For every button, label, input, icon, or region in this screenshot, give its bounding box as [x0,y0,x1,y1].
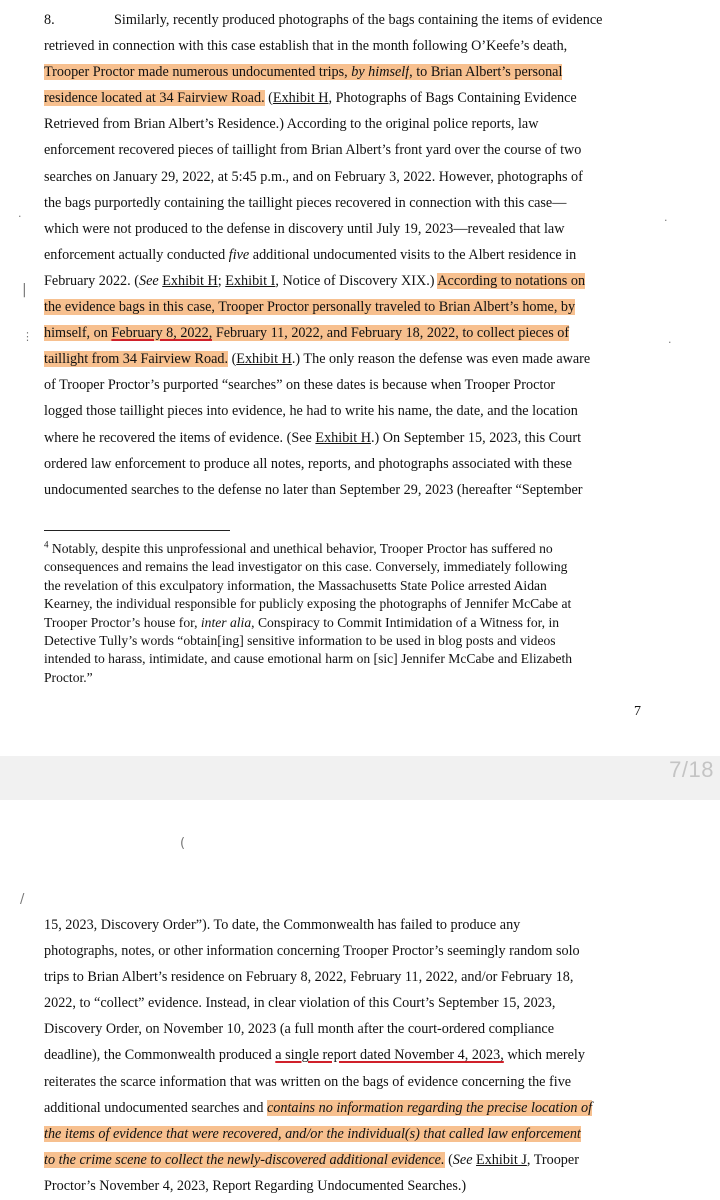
page-gap [0,756,720,800]
exhibit-reference: Exhibit I [225,272,276,289]
footnote-marker: 4 [44,539,49,550]
exhibit-reference: Exhibit H [162,272,218,289]
text-run: ( [264,90,273,107]
highlighted-text: himself, on [44,325,112,342]
exhibit-reference: Exhibit J [476,1151,527,1168]
text-run: additional undocumented searches and [44,1099,267,1116]
text-run: deadline), the Commonwealth produced [44,1047,276,1064]
text-line [44,398,656,424]
text-run: .) On September 15, 2023, this Court [370,429,582,446]
text-run: Proctor.” [44,669,93,685]
text-run: February 2022. ( [44,272,139,289]
text-line [44,294,656,320]
text-run: .) The only reason the defense was even made aware [291,351,591,368]
text-line [44,59,656,85]
paragraph-number: 8. [44,12,55,28]
text-line [44,111,656,137]
text-run: Similarly, recently produced photographs of the bags containing the items of evidence [114,12,603,28]
text-line [44,164,656,190]
text-line [44,990,656,1016]
highlighted-text: the evidence bags in this case, Trooper Proctor personally traveled to Brian Albert’s home, by [44,299,576,316]
text-line [44,632,644,650]
text-line [44,558,644,576]
highlighted-text: the items of evidence that were recovered, and/or the individual(s) that called law enforcement [44,1125,581,1142]
page-number: 7 [634,704,641,719]
text-line [44,477,656,503]
exhibit-reference: Exhibit H [272,90,329,107]
text-run: See [452,1151,473,1168]
text-line [44,1069,656,1095]
scan-mark: / [20,892,25,907]
document-page-8 [0,800,720,1200]
text-run: intended to harass, intimidate, and cause emotional harm on [sic] Jennifer McCabe and Elizabeth [44,651,573,667]
text-run: Trooper Proctor’s house for, [44,614,201,630]
footnote-4 [44,540,644,687]
text-line [44,216,656,242]
text-run: undocumented searches to the defense no later than September 29, 2023 (hereafter “September [44,481,583,498]
text-run: which merely [503,1047,585,1064]
text-run: See [138,272,159,289]
text-run: a single report dated November 4, 2023, [275,1047,504,1064]
text-run: , Conspiracy to Commit Intimidation of a Witness for, in [251,614,560,630]
highlighted-text: February 11, 2022, and February 18, 2022, to collect pieces of [212,325,570,342]
text-run: additional undocumented visits to the Albert residence in [249,246,577,263]
text-line [44,614,644,632]
text-run: which were not produced to the defense in discovery until July 19, 2023—revealed that law [44,220,565,237]
text-line [44,577,644,595]
text-line [44,912,656,938]
highlighted-text: , to Brian Albert’s personal [409,64,563,81]
scan-mark: ( [180,836,186,851]
text-line [44,33,656,59]
exhibit-reference: Exhibit H [236,351,292,368]
text-run: Notably, despite this unprofessional and unethical behavior, Trooper Proctor has suffered no [48,541,553,556]
text-line [44,964,656,990]
text-line [44,1016,656,1042]
text-run: searches on January 29, 2022, at 5:45 p.m., and on February 3, 2022. However, photographs of [44,168,583,185]
text-run: Retrieved from Brian Albert’s Residence.) According to the original police reports, law [44,116,539,133]
text-run: ordered law enforcement to produce all notes, reports, and photographs associated with these [44,455,572,472]
text-run: , Notice of Discovery XIX.) [275,272,438,289]
paragraph-8-continued [44,912,656,1199]
text-line [44,451,656,477]
text-run: the revelation of this exculpatory information, the Massachusetts State Police arrested Aidan [44,577,547,593]
text-line [44,650,644,668]
text-line [44,346,656,372]
highlighted-text: According to notations on [437,272,586,289]
text-run: inter alia [200,614,252,630]
scan-mark: · [664,214,668,227]
text-run: of Trooper Proctor’s purported “searches” on these dates is because when Trooper Proctor [44,377,556,394]
text-run: consequences and remains the lead investigator on this case. Conversely, immediately following [44,559,568,575]
text-line [44,190,656,216]
scan-mark: ⋮ [22,330,33,343]
text-line [44,85,656,111]
text-line [44,242,656,268]
text-run: Detective Tully’s words “obtain[ing] sensitive information to be used in blog posts and videos [44,633,556,649]
text-line [44,1042,656,1068]
text-line [44,669,644,687]
text-run: 2022, to “collect” evidence. Instead, in clear violation of this Court’s September 15, 2023, [44,995,556,1012]
text-run: , Trooper [526,1151,579,1168]
text-run: the bags purportedly containing the taillight pieces recovered in connection with this case— [44,194,567,211]
text-line [44,425,656,451]
highlighted-text: February 8, 2022, [111,325,213,342]
text-run: logged those taillight pieces into evidence, he had to write his name, the date, and the location [44,403,578,420]
text-run: , Photographs of Bags Containing Evidence [328,90,577,107]
text-line [44,1147,656,1173]
text-run: enforcement recovered pieces of taillight from Brian Albert’s front yard over the course of two [44,142,582,159]
text-run: ( [444,1151,453,1168]
text-run: 15, 2023, Discovery Order”). To date, the Commonwealth has failed to produce any [44,917,521,933]
text-line [44,1095,656,1121]
text-run: retrieved in connection with this case establish that in the month following O’Keefe’s death, [44,38,568,55]
text-run: ; [217,272,226,289]
text-run: reiterates the scarce information that was written on the bags of evidence concerning the five [44,1073,572,1090]
text-run: enforcement actually conducted [44,246,229,263]
page-counter: 7/18 [669,757,714,782]
text-run: Discovery Order, on November 10, 2023 (a full month after the court-ordered compliance [44,1021,555,1038]
highlighted-text: Trooper Proctor made numerous undocumented trips, [44,64,352,81]
highlighted-text: residence located at 34 Fairview Road. [44,90,265,107]
scan-mark: · [668,336,672,349]
scan-mark: · [18,210,22,223]
text-line [44,137,656,163]
highlighted-text: taillight from 34 Fairview Road. [44,351,229,368]
text-line [44,1121,656,1147]
text-run: ( [228,351,237,368]
text-run: five [228,246,250,263]
text-line [44,268,656,294]
highlighted-text: by himself [351,64,410,81]
highlighted-text: to the crime scene to collect the newly-discovered additional evidence. [44,1151,445,1168]
scan-mark: | [22,282,27,298]
text-line [44,372,656,398]
exhibit-reference: Exhibit H [315,429,371,446]
text-run: Proctor’s November 4, 2023, Report Regarding Undocumented Searches.) [44,1177,467,1194]
footnote-separator [44,530,230,531]
text-line [44,540,644,558]
text-line [44,7,656,33]
text-run: trips to Brian Albert’s residence on February 8, 2022, February 11, 2022, and/or February 18, [44,969,574,986]
highlighted-text: contains no information regarding the precise location of [266,1099,593,1116]
text-run: photographs, notes, or other information concerning Trooper Proctor’s seemingly random solo [44,943,580,960]
text-line [44,320,656,346]
text-line [44,595,644,613]
text-run: where he recovered the items of evidence. (See [44,429,316,446]
text-run: Kearney, the individual responsible for publicly exposing the photographs of Jennifer McCabe at [44,596,572,612]
text-line [44,1173,656,1199]
paragraph-8 [44,7,656,503]
text-line [44,938,656,964]
